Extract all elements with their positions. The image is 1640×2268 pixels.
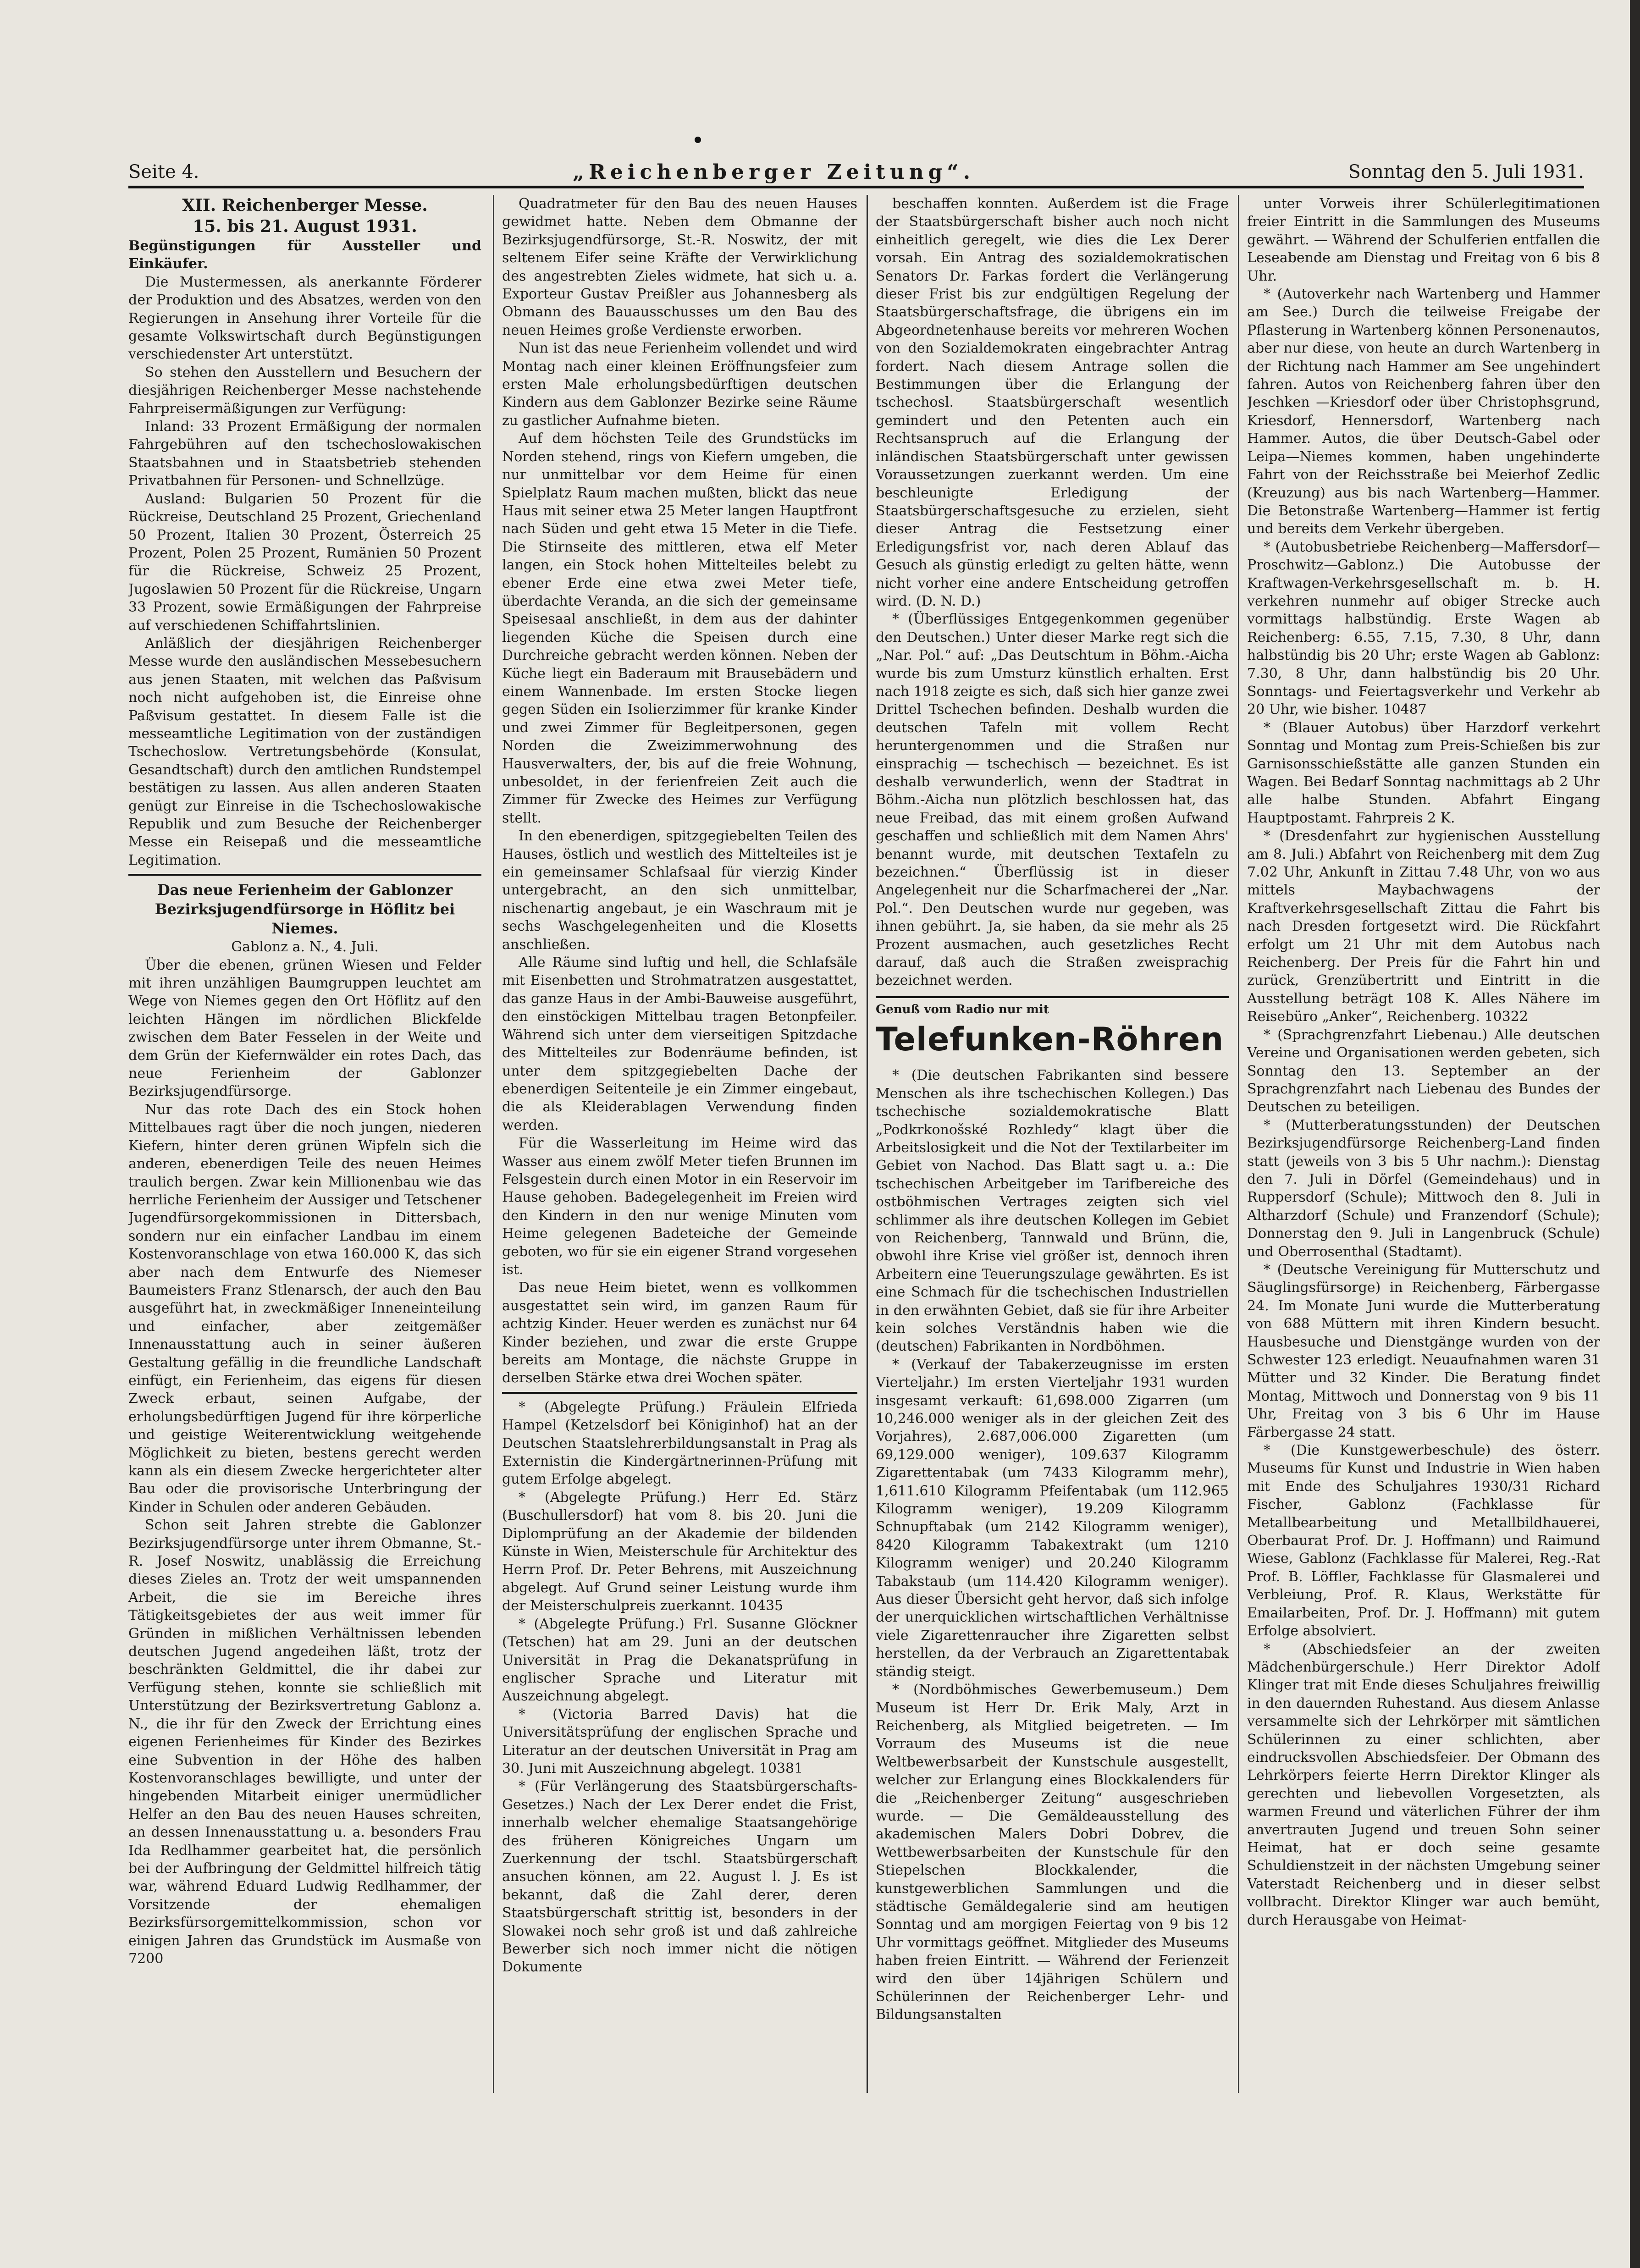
column-2: [502, 195, 857, 2093]
column-divider: [493, 195, 494, 2093]
news-item: * (Die deutschen Fabrikanten sind bessere Menschen als ihre tschechischen Kollegen.) Das tschechische sozialdemokratische Blatt „Podkrkonošské Rozhledy“ klagt über die Arbeitslosigkeit und die Not der Textilarbeiter im Gebiet von Nachod. Das Blatt sagt u. a.: Die tschechischen Arbeitgeber im Tarifbereiche des ostböhmischen Vertrages zeigten sich viel schlimmer als ihre deutschen Kollegen im Gebiet von Reichenberg, Tannwald und Brünn, die, obwohl ihre Krise viel größer ist, dennoch ihren Arbeitern eine Teuerungszulage gewährten. Es ist eine Schmach für die tschechischen Industriellen in den erwähnten Gebiet, daß sie für ihre Arbeiter kein solches Verständnis haben wie die (deutschen) Fabrikanten in Nordböhmen.: [876, 1067, 1229, 1355]
ad-tagline: Genuß vom Radio nur mit: [876, 1002, 1049, 1016]
column-3: [876, 195, 1229, 2093]
news-item: * (Blauer Autobus) über Harzdorf verkehrt Sonntag und Montag zum Preis-Schießen bis zur Garnisonsschießstätte alle ganzen Stunden ein Wagen. Bei Bedarf Sonntag nachmittags ab 2 Uhr alle halbe Stunden. Abfahrt Eingang Hauptpostamt. Fahrpreis 2 K.: [1247, 719, 1600, 826]
news-item: * (Die Kunstgewerbeschule) des österr. Museums für Kunst und Industrie in Wien haben mit Ende des Schuljahres 1930/31 Richard Fischer, Gablonz (Fachklasse für Metallbearbeitung und Metallbildhauerei, Oberbaurat Prof. Dr. J. Hoffmann) und Raimund Wiese, Gablonz (Fachklasse für Malerei, Reg.-Rat Prof. B. Löffler, Fachklasse für Glasmalerei und Verbleiung, Prof. R. Klaus, Werkstätte für Emailarbeiten, Prof. Dr. J. Hoffmann) mit gutem Erfolge absolviert.: [1247, 1442, 1600, 1639]
article-dates-messe: 15. bis 21. August 1931.: [193, 217, 417, 236]
telefunken-advertisement: [876, 996, 1229, 1060]
news-item: * (Abgelegte Prüfung.) Herr Ed. Stärz (Buschullersdorf) hat vom 8. bis 20. Juni die Diplomprüfung an der Akademie der bildenden Künste in Wien, Meisterschule für Architektur des Herrn Prof. Dr. Peter Behrens, mit Auszeichnung abgelegt. Auf Grund seiner Leistung wurde ihm der Meisterschulpreis zuerkannt. 10435: [502, 1489, 857, 1614]
news-item: * (Dresdenfahrt zur hygienischen Ausstellung am 8. Juli.) Abfahrt von Reichenberg mit dem Zug 7.02 Uhr, Ankunft in Zittau 7.48 Uhr, von wo aus mittels Maybachwagens der Kraftverkehrsgesellschaft Zittau die Fahrt bis nach Dresden fortgesetzt wird. Die Rückfahrt erfolgt um 21 Uhr mit dem Autobus nach Reichenberg. Der Preis für die Fahrt hin und zurück, Grenzübertritt und Eintritt in die Ausstellung beträgt 108 K. Alles Nähere im Reisebüro „Anker“, Reichenberg. 10322: [1247, 828, 1600, 1025]
column-4: [1247, 195, 1600, 2093]
paragraph: Nun ist das neue Ferienheim vollendet und wird Montag nach einer kleinen Eröffnungsfeier zum ersten Male erholungsbedürftigen deutschen Kindern aus dem Gablonzer Bezirke seine Räume zu gastlicher Aufnahme bieten.: [502, 340, 857, 429]
article-title-ferienheim: Das neue Ferienheim der Gablonzer Bezirksjugendfürsorge in Höflitz bei Niemes.: [155, 881, 455, 938]
news-item: * (Abgelegte Prüfung.) Fräulein Elfrieda Hampel (Ketzelsdorf bei Königinhof) hat an der Deutschen Staatslehrerbildungsanstalt in Prag als Externistin die Kindergärtnerinnen-Prüfung mit gutem Erfolge abgelegt.: [502, 1399, 857, 1488]
paragraph: Quadratmeter für den Bau des neuen Hauses gewidmet hatte. Neben dem Obmanne der Bezirksjugendfürsorge, St.-R. Noswitz, der mit seltenem Eifer seine Kräfte der Verwirklichung des angestrebten Zieles widmete, hat sich u. a. Exporteur Gustav Preißler aus Johannesberg als Obmann des Bauausschusses um den Bau des neuen Heimes große Verdienste erworben.: [502, 196, 857, 338]
paragraph: Auf dem höchsten Teile des Grundstücks im Norden stehend, rings von Kiefern umgeben, die nur unmittelbar vor dem Heime für einen Spielplatz Raum machen mußten, blickt das neue Haus mit seiner etwa 25 Meter langen Hauptfront nach Süden und geht etwa 15 Meter in die Tiefe. Die Stirnseite des mittleren, etwa elf Meter langen, ein Stock hohen Mittelteiles belebt zu ebener Erde eine etwa zwei Meter tiefe, überdachte Veranda, an die sich der gemeinsame Speisesaal anschließt, in dem aus der dahinter liegenden Küche die Speisen durch eine Durchreiche gebracht werden können. Neben der Küche liegt ein Baderaum mit Brausebädern und einem Wannenbade. Im ersten Stocke liegen gegen Süden ein Isolierzimmer für kranke Kinder und zwei Zimmer für Begleitpersonen, gegen Norden die Zweizimmerwohnung des Hausverwalters, der, bis auf die freie Wohnung, unbesoldet, in der ferienfreien Zeit auch die Zimmer für Zwecke des Heimes zur Verfügung stellt.: [502, 430, 857, 826]
news-item: * (Deutsche Vereinigung für Mutterschutz und Säuglingsfürsorge) in Reichenberg, Färbergasse 24. Im Monate Juni wurde die Mutterberatung von 688 Müttern mit ihren Kindern besucht. Hausbesuche und Dienstgänge wurden von der Schwester 123 erledigt. Neuaufnahmen waren 31 Mütter und 32 Kinder. Die Beratung findet Montag, Mittwoch und Donnerstag von 9 bis 11 Uhr, Freitag von 3 bis 6 Uhr im Hause Färbergasse 24 statt.: [1247, 1261, 1600, 1440]
paragraph: unter Vorweis ihrer Schülerlegitimationen freier Eintritt in die Sammlungen des Museums gewährt. — Während der Schulferien entfallen die Leseabende am Dienstag und Freitag von 6 bis 8 Uhr.: [1247, 196, 1600, 284]
column-divider: [867, 195, 868, 2093]
page-header: [128, 158, 1584, 188]
news-item: * (Nordböhmisches Gewerbemuseum.) Dem Museum ist Herr Dr. Erik Maly, Arzt in Reichenberg, als Mitglied beigetreten. — Im Vorraum des Museums ist die neue Weltbewerbsarbeit der Kunstschule ausgestellt, welcher zur Erlangung eines Blockkalenders für die „Reichenberger Zeitung“ ausgeschrieben wurde. — Die Gemäldeausstellung des akademischen Malers Dobri Dobrev, die Wettbewerbsarbeiten der Kunstschule für den Stiepelschen Blockkalender, die kunstgewerblichen Sammlungen und die städtische Gemäldegalerie sind am heutigen Sonntag und am morgigen Feiertag von 9 bis 12 Uhr vormittags geöffnet. Mitglieder des Museums haben freien Eintritt. — Während der Ferienzeit wird den über 14jährigen Schülern und Schülerinnen der Reichenberger Lehr- und Bildungsanstalten: [876, 1682, 1229, 2023]
news-item: * (Abschiedsfeier an der zweiten Mädchenbürgerschule.) Herr Direktor Adolf Klinger trat mit Ende dieses Schuljahres freiwillig in den dauernden Ruhestand. Aus diesem Anlasse versammelte sich der Lehrkörper mit sämtlichen Schülerinnen zu einer schlichten, aber eindrucksvollen Abschiedsfeier. Der Obmann des Lehrkörpers feierte Herrn Direktor Klinger als gerechten und liebevollen Vorgesetzten, als warmen Freund und väterlichen Führer der ihm anvertrauten Jugend und treuen Sohn seiner Heimat, hat er doch seine gesamte Schuldienstzeit in der nächsten Umgebung seiner Vaterstadt Reichenberg und in dieser selbst vollbracht. Direktor Klinger war auch bemüht, durch Herausgabe von Heimat-: [1247, 1641, 1600, 1928]
news-item: * (Autoverkehr nach Wartenberg und Hammer am See.) Durch die teilweise Freigabe der Pflasterung in Wartenberg können Personenautos, aber nur diese, von heute an durch Wartenberg in der Richtung nach Hammer am See ungehindert fahren. Autos von Reichenberg fahren über den Jeschken —Kriesdorf oder über Christophsgrund, Kriesdorf, Hennersdorf, Wartenberg nach Hammer. Autos, die über Deutsch-Gabel oder Leipa—Niemes kommen, haben ungehinderte Fahrt von der Reichsstraße bei Meierhof Zedlic (Kreuzung) aus bis nach Wartenberg—Hammer. Die Betonstraße Wartenberg—Hammer ist fertig und bereits dem Verkehr übergeben.: [1247, 286, 1600, 537]
news-item: * (Mutterberatungsstunden) der Deutschen Bezirksjugendfürsorge Reichenberg-Land finden statt (jeweils von 3 bis 5 Uhr nachm.): Dienstag den 7. Juli in Dörfel (Gemeindehaus) und in Ruppersdorf (Schule); Mittwoch den 8. Juli in Altharzdorf (Schule) und Franzendorf (Schule); Donnerstag den 9. Juli in Langenbruck (Schule) und Oberrosenthal (Stadtamt).: [1247, 1117, 1600, 1260]
paragraph: Inland: 33 Prozent Ermäßigung der normalen Fahrgebühren auf den tschechoslowakischen Staatsbahnen und in Staatsbetrieb stehenden Privatbahnen für Personen- und Schnellzüge.: [128, 419, 481, 489]
paragraph: Das neue Heim bietet, wenn es vollkommen ausgestattet sein wird, im ganzen Raum für achtzig Kinder. Heuer werden es zunächst nur 64 Kinder beziehen, und zwar die erste Gruppe bereits am Montage, die nächste Gruppe in derselben Stärke etwa drei Wochen später.: [502, 1280, 857, 1386]
article-title-messe: XII. Reichenberger Messe.: [182, 196, 428, 215]
column-divider: [1238, 195, 1239, 2093]
ornament-dot: [695, 137, 701, 143]
news-item: * (Überflüssiges Entgegenkommen gegenüber den Deutschen.) Unter dieser Marke regt sich die „Nar. Pol.“ auf: „Das Deutschtum in Böhm.-Aicha wurde bis zum Umsturz künstlich erhalten. Erst nach 1918 zeigte es sich, daß sich hier ganze zwei Drittel Tschechen befinden. Deshalb wurden die deutschen Tafeln mit vollem Recht heruntergenommen und die Straßen nur einsprachig — tschechisch — bezeichnet. Es ist deshalb verwunderlich, wenn der Stadtrat in Böhm.-Aicha nun plötzlich beschlossen hat, das neue Freibad, das mit einem großen Aufwand geschaffen und schließlich mit dem Namen Ahrs' benannt wurde, mit deutschen Textafeln zu bezeichnen.“ Überflüssig ist in dieser Angelegenheit nur die Scharfmacherei der „Nar. Pol.“. Den Deutschen wurde nur gegeben, was ihnen gebührt. Ja, sie haben, da sie mehr als 25 Prozent ausmachen, auch gesetzliches Recht darauf, daß auch die Straßen zweisprachig bezeichnet werden.: [876, 611, 1229, 989]
article-subhead-messe: Begünstigungen für Aussteller und Einkäufer.: [128, 238, 481, 272]
paragraph: Über die ebenen, grünen Wiesen und Felder mit ihren unzähligen Baumgruppen leuchtet am Wege von Niemes gegen den Ort Höflitz auf den leichten Hängen im nördlichen Blickfelde zwischen dem Bater Fesselen in der Weite und dem Grün der Kiefernwälder ein rotes Dach, das neue Ferienheim der Gablonzer Bezirksjugendfürsorge.: [128, 957, 481, 1100]
news-item: * (Verkauf der Tabakerzeugnisse im ersten Vierteljahr.) Im ersten Vierteljahr 1931 wurden insgesamt verkauft: 61,698.000 Zigarren (um 10,246.000 weniger als in der gleichen Zeit des Vorjahres), 2.687,006.000 Zigaretten (um 69,129.000 weniger), 109.637 Kilogramm Zigarettentabak (um 7433 Kilogramm mehr), 1,611.610 Kilogramm Pfeifentabak (um 112.965 Kilogramm weniger), 19.209 Kilogramm Schnupftabak (um 2142 Kilogramm weniger), 8420 Kilogramm Tabakextrakt (um 1210 Kilogramm weniger) und 20.240 Kilogramm Tabakstaub (um 114.420 Kilogramm weniger). Aus dieser Übersicht geht hervor, daß sich infolge der unerquicklichen wirtschaftlichen Verhältnisse viele Zigarettenraucher ihre Zigaretten selbst herstellen, da der Verbrauch an Zigarettentabak ständig steigt.: [876, 1356, 1229, 1680]
section-divider: [502, 1392, 857, 1394]
article-divider: [128, 874, 481, 876]
issue-date: Sonntag den 5. Juli 1931.: [1348, 161, 1584, 182]
page-number: Seite 4.: [128, 161, 199, 182]
news-item: * (Sprachgrenzfahrt Liebenau.) Alle deutschen Vereine und Organisationen werden gebeten, sich Sonntag den 13. September an der Sprachgrenzfahrt nach Liebenau des Bundes der Deutschen zu beteiligen.: [1247, 1026, 1600, 1115]
news-item: * (Abgelegte Prüfung.) Frl. Susanne Glöckner (Tetschen) hat am 29. Juni an der deutschen Universität in Prag die Dekanatsprüfung in englischer Sprache und Literatur mit Auszeichnung abgelegt.: [502, 1616, 857, 1705]
newspaper-title: „Reichenberger Zeitung“.: [572, 160, 975, 184]
paragraph: Die Mustermessen, als anerkannte Förderer der Produktion und des Absatzes, werden von den Regierungen in Ansehung ihrer Vorteile für die gesamte Volkswirtschaft durch Begünstigungen verschiedenster Art unterstützt.: [128, 274, 481, 363]
paragraph: Schon seit Jahren strebte die Gablonzer Bezirksjugendfürsorge unter ihrem Obmanne, St.-R. Josef Noswitz, unablässig die Erreichung dieses Zieles an. Trotz der weit umspannenden Arbeit, die sie im Bereiche ihres Tätigkeitsgebietes der aus weit immer für Gründen in mißlichen Verhältnissen lebenden deutschen Jugend angedeihen läßt, trotz der beschränkten Geldmittel, die ihr dabei zur Verfügung stehen, konnte sie schließlich mit Unterstützung der Bezirksvertretung Gablonz a. N., die ihr für den Zweck der Errichtung eines eigenen Ferienheimes für Kinder des Bezirkes eine Subvention in der Höhe des halben Kostenvoranschlages bewilligte, und unter der hingebenden Mitarbeit einiger unermüdlicher Helfer an den Bau des neuen Hauses schreiten, an dessen Innenausstattung u. a. besonders Frau Ida Redlhammer gearbeitet hat, die persönlich bei der Aufbringung der Geldmittel hilfreich tätig war, während Eduard Ludwig Redlhammer, der Vorsitzende der ehemaligen Bezirksfürsorgemittelkommission, schon vor einigen Jahren das Grundstück im Ausmaße von 7200: [128, 1517, 481, 1967]
paragraph: So stehen den Ausstellern und Besuchern der diesjährigen Reichenberger Messe nachstehende Fahrpreisermäßigungen zur Verfügung:: [128, 364, 481, 417]
paragraph: Für die Wasserleitung im Heime wird das Wasser aus einem zwölf Meter tiefen Brunnen im Felsgestein durch einen Motor in ein Reservoir im Hause gehoben. Badegelegenheit im Freien wird den Kindern in den nur wenige Minuten vom Heime gelegenen Badeteiche der Gemeinde geboten, wo für sie ein eigener Strand vorgesehen ist.: [502, 1135, 857, 1278]
news-item: * (Für Verlängerung des Staatsbürgerschafts-Gesetzes.) Nach der Lex Derer endet die Frist, innerhalb welcher ehemalige Staatsangehörige des früheren Königreiches Ungarn um Zuerkennung der tschl. Staatsbürgerschaft ansuchen können, am 22. August l. J. Es ist bekannt, daß die Zahl derer, deren Staatsbürgerschaft strittig ist, besonders in der Slowakei noch sehr groß ist und daß zahlreiche Bewerber sich noch immer nicht die nötigen Dokumente: [502, 1778, 857, 1976]
paragraph: Ausland: Bulgarien 50 Prozent für die Rückreise, Deutschland 25 Prozent, Griechenland 50 Prozent, Italien 30 Prozent, Österreich 25 Prozent, Polen 25 Prozent, Rumänien 50 Prozent für die Rückreise, Schweiz 25 Prozent, Jugoslawien 50 Prozent für die Rückreise, Ungarn 33 Prozent, sowie Ermäßigungen der Fahrpreise auf verschiedenen Schiffahrtslinien.: [128, 491, 481, 634]
paragraph: Nur das rote Dach des ein Stock hohen Mittelbaues ragt über die noch jungen, niederen Kiefern, hinter deren grünen Wipfeln sich die anderen, ebenerdigen Teile des neuen Heimes traulich bergen. Zwar kein Millionenbau wie das herrliche Ferienheim der Aussiger und Tetschener Jugendfürsorgekommissionen in Dittersbach, sondern nur ein einfacher Landbau im einem Kostenvoranschlage von etwa 160.000 K, das sich aber nach dem Entwurfe des Niemeser Baumeisters Franz Stlenarsch, der auch den Bau ausgeführt hat, in zweckmäßiger Inneneinteilung und einfacher, aber zeitgemäßer Innenausstattung auch in seiner äußeren Gestaltung gefällig in die freundliche Landschaft einfügt, ein Ferienheim, das eigens für diesen Zweck erbaut, seinen Aufgabe, der erholungsbedürftigen Jugend für ihre körperliche und geistige Weiterentwicklung weitgehende Möglichkeit zu bieten, bestens gerecht werden kann als ein diesem Zwecke hergerichteter alter Bau oder die provisorische Unterbringung der Kinder in Schulen oder anderen Gebäuden.: [128, 1101, 481, 1515]
dateline: Gablonz a. N., 4. Juli.: [231, 939, 379, 955]
ad-headline: Telefunken-Röhren: [876, 1021, 1224, 1059]
paragraph: beschaffen konnten. Außerdem ist die Frage der Staatsbürgerschaft bisher auch noch nicht einheitlich geregelt, wie dies die Lex Derer vorsah. Ein Antrag des sozialdemokratischen Senators Dr. Farkas fordert die Verlängerung dieser Frist bis zur endgültigen Regelung der Staatsbürgerschaftsfrage, die übrigens ein im Abgeordnetenhause bereits vor mehreren Wochen von den Sozialdemokraten eingebrachter Antrag fordert. Nach diesem Antrage sollen die Bestimmungen über die Erlangung der tschechosl. Staatsbürgerschaft wesentlich gemindert und den Petenten auch ein Rechtsanspruch auf die Erlangung der inländischen Staatsbürgerschaft unter gewissen Voraussetzungen zuerkannt werden. Um eine beschleunigte Erledigung der Staatsbürgerschaftsgesuche zu erzielen, sieht dieser Antrag die Festsetzung einer Erledigungsfrist vor, nach deren Ablauf das Gesuch als günstig erledigt zu gelten hätte, wenn nicht vorher eine andere Entscheidung getroffen wird. (D. N. D.): [876, 196, 1229, 609]
news-item: * (Victoria Barred Davis) hat die Universitätsprüfung der englischen Sprache und Literatur an der deutschen Universität in Prag am 30. Juni mit Auszeichnung abgelegt. 10381: [502, 1706, 857, 1777]
column-1: [128, 195, 481, 2093]
news-item: * (Autobusbetriebe Reichenberg—Maffersdorf—Proschwitz—Gablonz.) Die Autobusse der Kraftwagen-Verkehrsgesellschaft m. b. H. verkehren nunmehr auf obiger Strecke auch vormittags halbstündig. Erste Wagen ab Reichenberg: 6.55, 7.15, 7.30, 8 Uhr, dann halbstündig bis 20 Uhr; erste Wagen ab Gablonz: 7.30, 8 Uhr, dann halbstündig bis 20 Uhr. Sonntags- und Feiertagsverkehr und Verkehr ab 20 Uhr, wie bisher. 10487: [1247, 539, 1600, 718]
paragraph: Anläßlich der diesjährigen Reichenberger Messe wurde den ausländischen Messebesuchern aus jenen Staaten, mit welchen das Paßvisum noch nicht aufgehoben ist, die Einreise ohne Paßvisum gestattet. In diesem Falle ist die messeamtliche Legitimation von der zuständigen Tschechoslow. Vertretungsbehörde (Konsulat, Gesandtschaft) durch den amtlichen Rundstempel bestätigen zu lassen. Aus allen anderen Staaten genügt zur Einreise in die Tschechoslowakische Republik und zum Besuche der Reichenberger Messe ein Reisepaß und die messeamtliche Legitimation.: [128, 635, 481, 868]
scan-edge: [1630, 0, 1640, 2268]
paragraph: Alle Räume sind luftig und hell, die Schlafsäle mit Eisenbetten und Strohmatratzen ausgestattet, das ganze Haus in der Ambi-Bauweise ausgeführt, den einstöckigen Mittelbau tragen Betonpfeiler. Während sich unter dem vierseitigen Spitzdache des Mittelteiles zur Bodenräume befinden, ist unter dem spitzgegiebelten Dache der ebenerdigen Seitenteile je ein Zimmer eingebaut, die als Kleiderablagen Verwendung finden werden.: [502, 955, 857, 1133]
paragraph: In den ebenerdigen, spitzgegiebelten Teilen des Hauses, östlich und westlich des Mittelteiles ist je ein gemeinsamer Schlafsaal für vierzig Kinder untergebracht, an den sich unmittelbar, nischenartig angebaut, je ein Waschraum mit je sechs Waschgelegenheiten und die Klosetts anschließen.: [502, 828, 857, 953]
